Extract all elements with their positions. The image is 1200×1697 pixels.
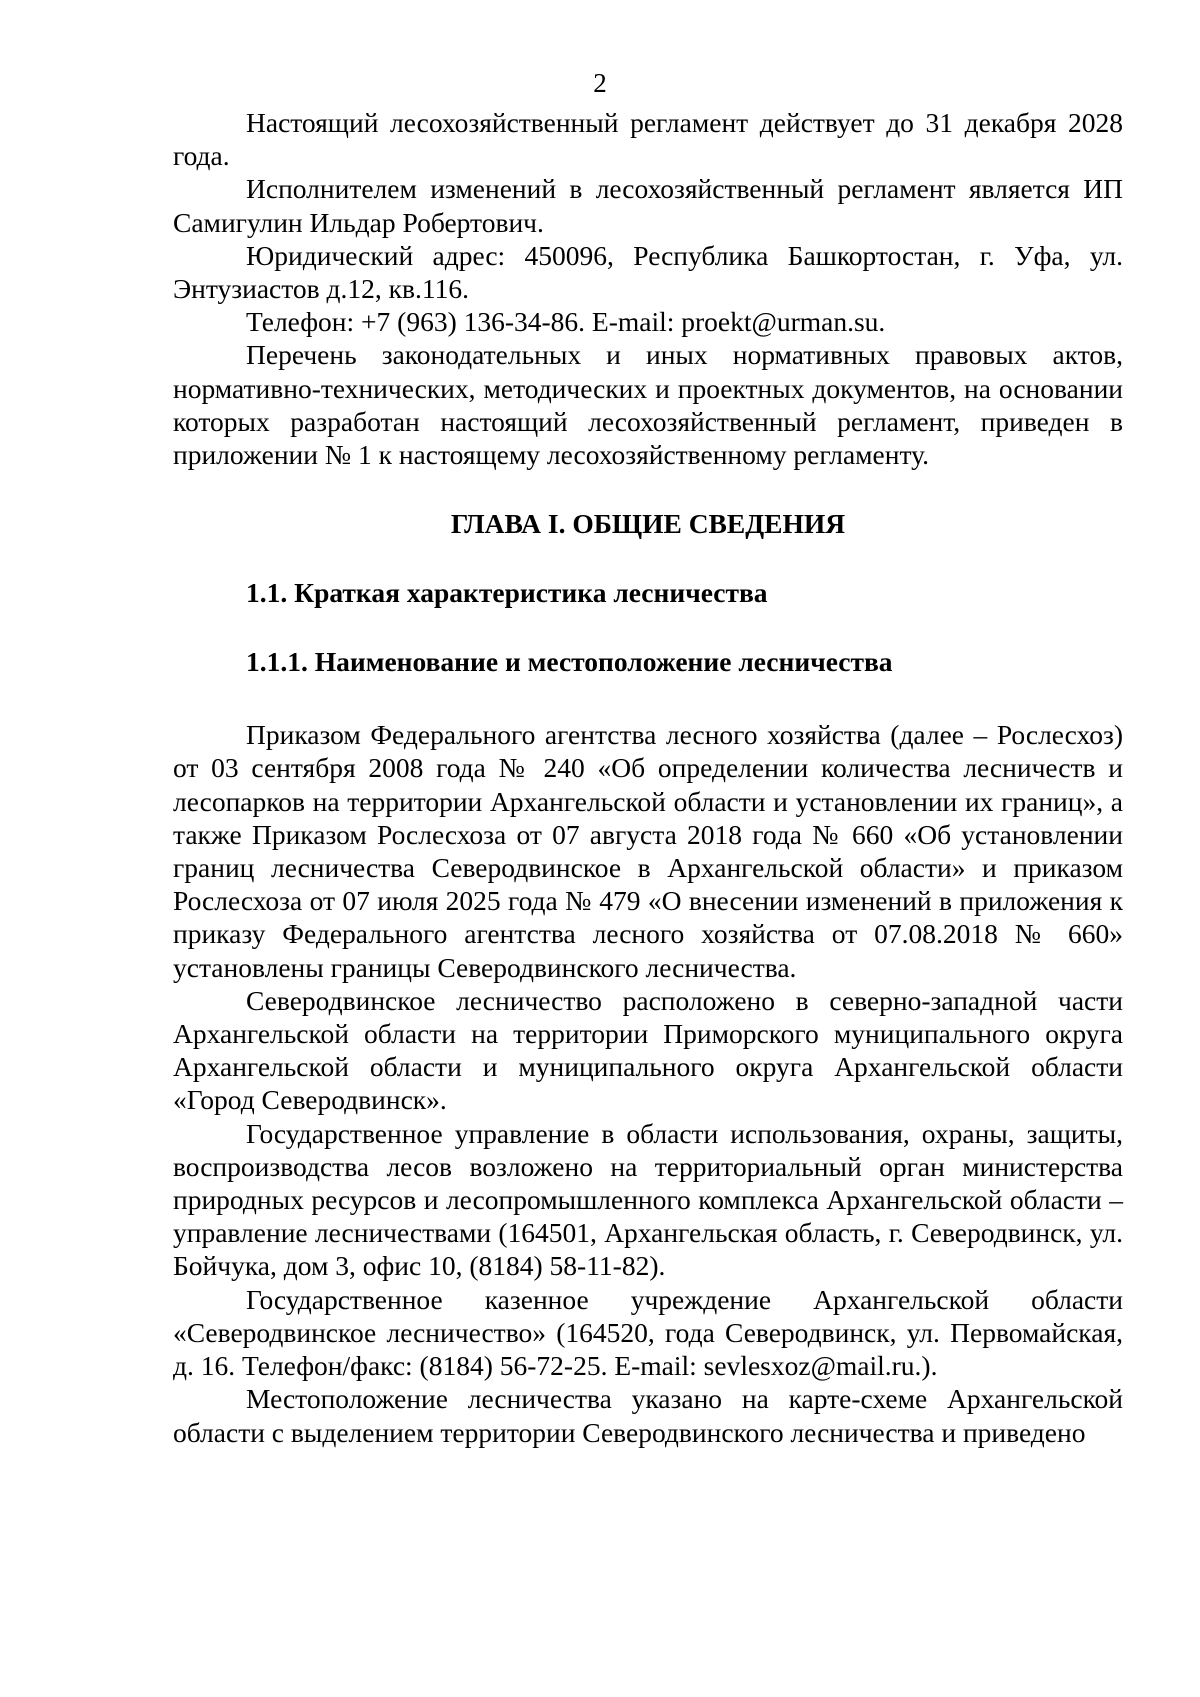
paragraph-institution: Государственное казенное учреждение Архангельской области «Северодвинское лесничество» (164520, года Северодвинск, ул. Первомайская, д. 16. Телефон/факс: (8184) 56-72-25. E-mail: sevlesxoz@mail.ru.). <box>173 1283 1123 1382</box>
document-body <box>173 106 1123 1449</box>
paragraph-state-management: Государственное управление в области использования, охраны, защиты, воспроизводства лесов возложено на территориальный орган министерства природных ресурсов и лесопромышленного комплекса Архангельской области – управление лесничествами (164501, Архангельская область, г. Северодвинск, ул. Бойчука, дом 3, офис 10, (8184) 58-11-82). <box>173 1117 1123 1282</box>
paragraph-executor: Исполнителем изменений в лесохозяйственный регламент является ИП Самигулин Ильдар Робертович. <box>173 173 1123 238</box>
paragraph-location: Северодвинское лесничество расположено в северно-западной части Архангельской области на территории Приморского муниципального округа Архангельской области и муниципального округа Архангельской области «Город Северодвинск». <box>173 984 1123 1116</box>
chapter-title: ГЛАВА I. ОБЩИЕ СВЕДЕНИЯ <box>450 508 846 540</box>
paragraph-map-reference: Местоположение лесничества указано на карте-схеме Архангельской области с выделением территории Северодвинского лесничества и приведено <box>173 1383 1123 1448</box>
paragraph-validity: Настоящий лесохозяйственный регламент действует до 31 декабря 2028 года. <box>173 107 1123 172</box>
paragraph-normative-acts: Перечень законодательных и иных нормативных правовых актов, нормативно-технических, методических и проектных документов, на основании которых разработан настоящий лесохозяйственный регламент, приведен в приложении № 1 к настоящему лесохозяйственному регламенту. <box>173 339 1123 471</box>
paragraph-legal-address: Юридический адрес: 450096, Республика Башкортостан, г. Уфа, ул. Энтузиастов д.12, кв.116. <box>173 239 1123 305</box>
paragraph-orders: Приказом Федерального агентства лесного хозяйства (далее – Рослесхоз) от 03 сентября 2008 года № 240 «Об определении количества лесничеств и лесопарков на территории Архангельской области и установлении их границ», а также Приказом Рослесхоза от 07 августа 2018 года № 660 «Об установлении границ лесничества Северодвинское в Архангельской области» и приказом Рослесхоза от 07 июля 2025 года № 479 «О внесении изменений в приложения к приказу Федерального агентства лесного хозяйства от 07.08.2018 № 660» установлены границы Северодвинского лесничества. <box>173 719 1123 983</box>
subsection-title: 1.1.1. Наименование и местоположение лесничества <box>246 646 893 678</box>
section-title: 1.1. Краткая характеристика лесничества <box>246 577 768 609</box>
paragraph-contacts: Телефон: +7 (963) 136-34-86. E-mail: proekt@urman.su. <box>246 306 886 338</box>
page-number: 2 <box>593 68 607 98</box>
